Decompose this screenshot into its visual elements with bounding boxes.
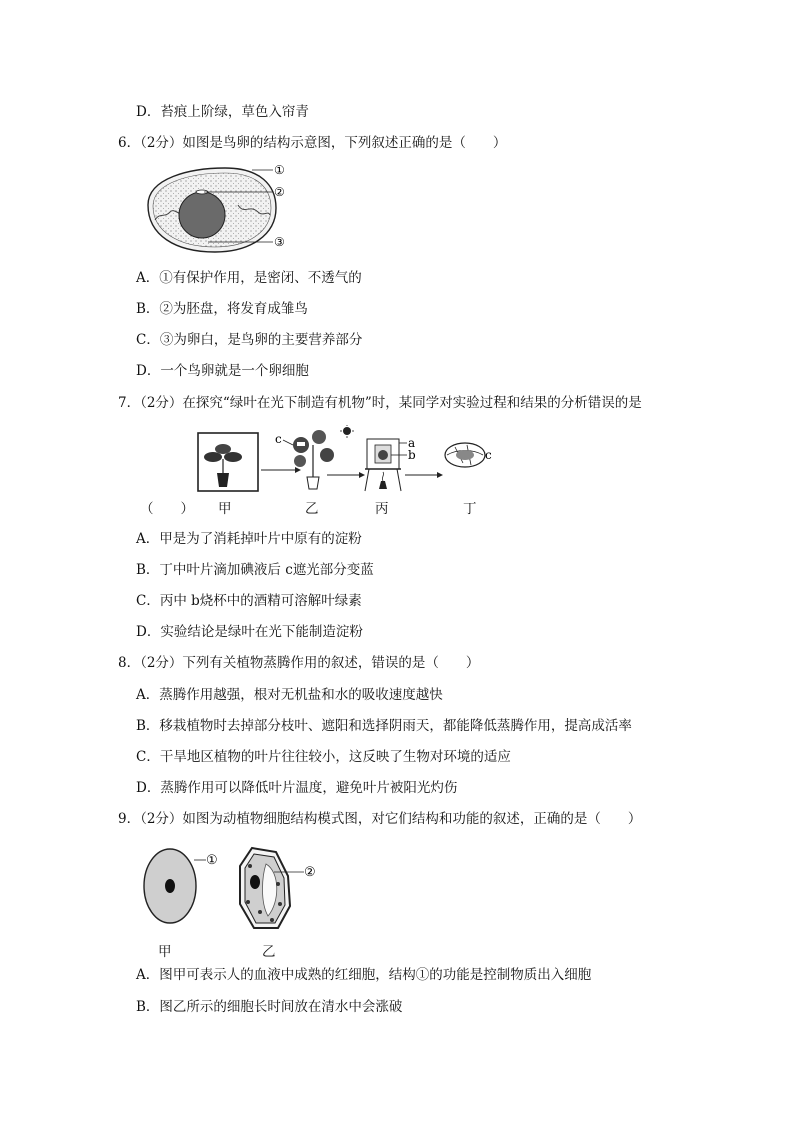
flowerpot-1 bbox=[217, 473, 229, 487]
q8-option-c: C．干旱地区植物的叶片往往较小，这反映了生物对环境的适应 bbox=[136, 749, 511, 765]
cell-label-1: ① bbox=[206, 853, 218, 868]
q5-option-d: D．苔痕上阶绿，草色入帘青 bbox=[136, 104, 309, 120]
q9-stem: 9．（2分）如图为动植物细胞结构模式图，对它们结构和功能的叙述，正确的是（ ） bbox=[118, 811, 642, 827]
q7-option-b: B．丁中叶片滴加碘液后 c遮光部分变蓝 bbox=[136, 562, 374, 578]
beaker-label-a: a bbox=[408, 436, 416, 450]
caption-cell-jia: 甲 bbox=[158, 944, 172, 960]
bird-egg-diagram bbox=[140, 160, 300, 260]
q9-option-b: B．图乙所示的细胞长时间放在清水中会涨破 bbox=[136, 999, 403, 1015]
caption-bing: 丙 bbox=[375, 501, 389, 517]
caption-yi: 乙 bbox=[305, 501, 319, 517]
q7-option-d: D．实验结论是绿叶在光下能制造淀粉 bbox=[136, 624, 363, 640]
egg-label-3: ③ bbox=[274, 235, 285, 249]
caption-ding: 丁 bbox=[463, 501, 477, 517]
dark-box bbox=[198, 433, 258, 491]
q6-option-c: C．③为卵白，是鸟卵的主要营养部分 bbox=[136, 332, 363, 348]
q8-stem: 8．（2分）下列有关植物蒸腾作用的叙述，错误的是（ ） bbox=[118, 655, 480, 671]
yolk bbox=[179, 192, 225, 238]
cell-diagram bbox=[140, 842, 340, 937]
egg-label-1: ① bbox=[274, 163, 285, 177]
arrow-icon bbox=[295, 467, 301, 473]
leaf-label-c: c bbox=[275, 432, 282, 446]
beaker-label-b: b bbox=[408, 448, 416, 462]
alcohol-lamp bbox=[379, 481, 387, 489]
q7-option-c: C．丙中 b烧杯中的酒精可溶解叶绿素 bbox=[136, 593, 362, 609]
plant-nucleus bbox=[250, 875, 260, 889]
cell-label-2: ② bbox=[304, 865, 316, 880]
photosynthesis-experiment-diagram bbox=[195, 425, 505, 495]
q8-option-b: B．移栽植物时去掉部分枝叶、遮阳和选择阴雨天，都能降低蒸腾作用，提高成活率 bbox=[136, 718, 632, 734]
sun-icon bbox=[343, 427, 351, 435]
q8-option-d: D．蒸腾作用可以降低叶片温度，避免叶片被阳光灼伤 bbox=[136, 780, 458, 796]
q7-stem: 7．（2分）在探究“绿叶在光下制造有机物”时，某同学对实验过程和结果的分析错误的是 bbox=[118, 395, 642, 411]
q7-option-a: A．甲是为了消耗掉叶片中原有的淀粉 bbox=[136, 531, 362, 547]
q7-bracket: （ ） bbox=[140, 501, 194, 517]
flowerpot-2 bbox=[307, 477, 319, 489]
q6-option-d: D．一个鸟卵就是一个卵细胞 bbox=[136, 363, 309, 379]
leaf-label-c2: c bbox=[485, 448, 492, 462]
q6-option-a: A．①有保护作用，是密闭、不透气的 bbox=[136, 270, 362, 286]
caption-jia: 甲 bbox=[218, 501, 232, 517]
q6-option-b: B．②为胚盘，将发育成雏鸟 bbox=[136, 301, 308, 317]
q8-option-a: A．蒸腾作用越强，根对无机盐和水的吸收速度越快 bbox=[136, 687, 443, 703]
caption-cell-yi: 乙 bbox=[262, 944, 276, 960]
q9-option-a: A．图甲可表示人的血液中成熟的红细胞，结构①的功能是控制物质出入细胞 bbox=[136, 967, 592, 983]
egg-label-2: ② bbox=[274, 185, 285, 199]
animal-nucleus bbox=[165, 879, 175, 893]
q6-stem: 6．（2分）如图是鸟卵的结构示意图，下列叙述正确的是（ ） bbox=[118, 135, 507, 151]
